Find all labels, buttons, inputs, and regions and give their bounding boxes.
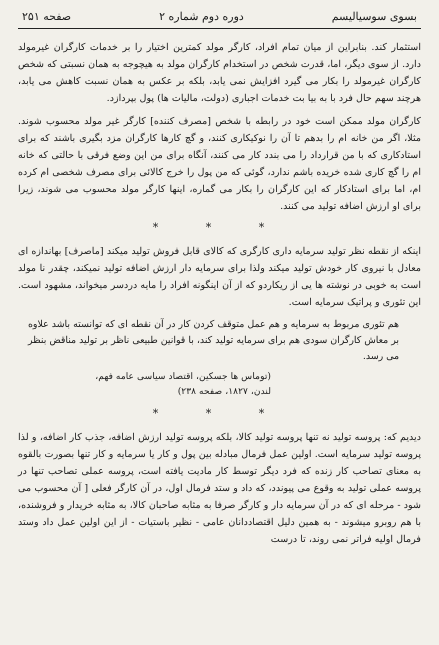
page-header — [18, 10, 421, 29]
section-separator-1: * * * — [152, 221, 287, 234]
journal-title: بسوی سوسیالیسم — [331, 10, 417, 23]
article-body — [18, 39, 421, 548]
issue-info: دوره دوم شماره ۲ — [159, 10, 244, 23]
block-quote: هم تئوری مربوط به سرمایه و هم عمل متوقف کردن کار در آن نقطه ای که توانسته باشد علاوه بر معاش کارگران سودی هم برای سرمایه تولید کند، با قوانین طبیعی ناظر بر تولید مناقض بنظر می رسد. — [28, 319, 399, 362]
citation-place-date: لندن، ۱۸۲۷، صفحه ۲۳۸) — [177, 386, 271, 397]
quote-citation — [58, 369, 271, 399]
citation-author: (توماس ها جسکین، اقتصاد سیاسی عامه فهم، — [95, 371, 271, 382]
paragraph-2: کارگران مولد ممکن است خود در رابطه با شخص [مصرف کننده] کارگر غیر مولد محسوب شوند. مثلا، اگر من خانه ام را بدهم تا آن را نوکیکاری کنند، و گچ کارها کارگران مزد بگیری باشند که برای استادکاری که با من قرارداد را می بندد کار می کنند، آنگاه برای من این وضع فرقی با حالتی که خانه ام را گچ کاری شده خریده باشم ندارد، گوئی که من پول را خرج کالائی برای مصرف شخصی ام کرده ام، اما برای استادکار که این کارگران را بکار می گماره، اینها کارگر مولد محسوب می شوند، زیرا برای او ارزش اضافه تولید می کنند. — [18, 116, 421, 212]
section-separator-2: * * * — [152, 407, 287, 420]
page-number: صفحه ۲۵۱ — [22, 10, 72, 23]
paragraph-3: اینکه از نقطه نظر تولید سرمایه داری کارگری که کالای قابل فروش تولید میکند [ماصرف] بهاندازه ای معادل با نیروی کار خودش تولید میکند ولذا برای سرمایه دار ارزش اضافه تولید نمیکند، چقدر نا مولد است به خوبی در نوشته ها یی از ریکاردو که از آن اینگونه افراد را مایه دردسر میخواند، مشهود است. این تئوری و پراتیک سرمایه است. — [18, 246, 421, 308]
paragraph-1: استثمار کند. بنابراین از میان تمام افراد، کارگر مولد کمترین اختیار را بر خدمات کارگران غیرمولد دارد. از سوی دیگر، اما، قدرت شخص در استخدام کارگران مولد به هیچوجه به همان نسبتی که شخص کارگران غیرمولد را بکار می گیرد افزایش نمی یابد، بلکه بر عکس به همان نسبت کاهش می یابد، هرچند سهم حال فرد با به بیا بت خدمات اجباری (دولت، مالیات ها) پول بپردازد. — [18, 42, 421, 104]
paragraph-4: دیدیم که: پروسه تولید نه تنها پروسه تولید کالا، بلکه پروسه تولید ارزش اضافه، جذب کار اضافه، و لذا پروسه تولید سرمایه است. اولین عمل فرمال مبادله بین پول و کار یا سرمایه و کار تنها بصورت بالقوه به معنای تصاحب کار زنده که فرد دیگر توسط کار مادیت یافته است، پروسه عملی تصاحب تنها در پروسه عملی تولید به وقوع می پیوندد، که داد و ستد فرمال اول، در آن کارگر فعلی [ آن محسوب می شود - مرحله ای که در آن سرمایه دار و کارگر صرفا به مثابه صاحبان کالا، به مثابه خریدار و فروشنده، با هم روبرو میشوند - به همین دلیل اقتصاددانان عامی - نظیر باستیات - از این اولین عمل داد وستد فرمال اولیه فراتر نمی روند، تا درست — [18, 432, 421, 545]
